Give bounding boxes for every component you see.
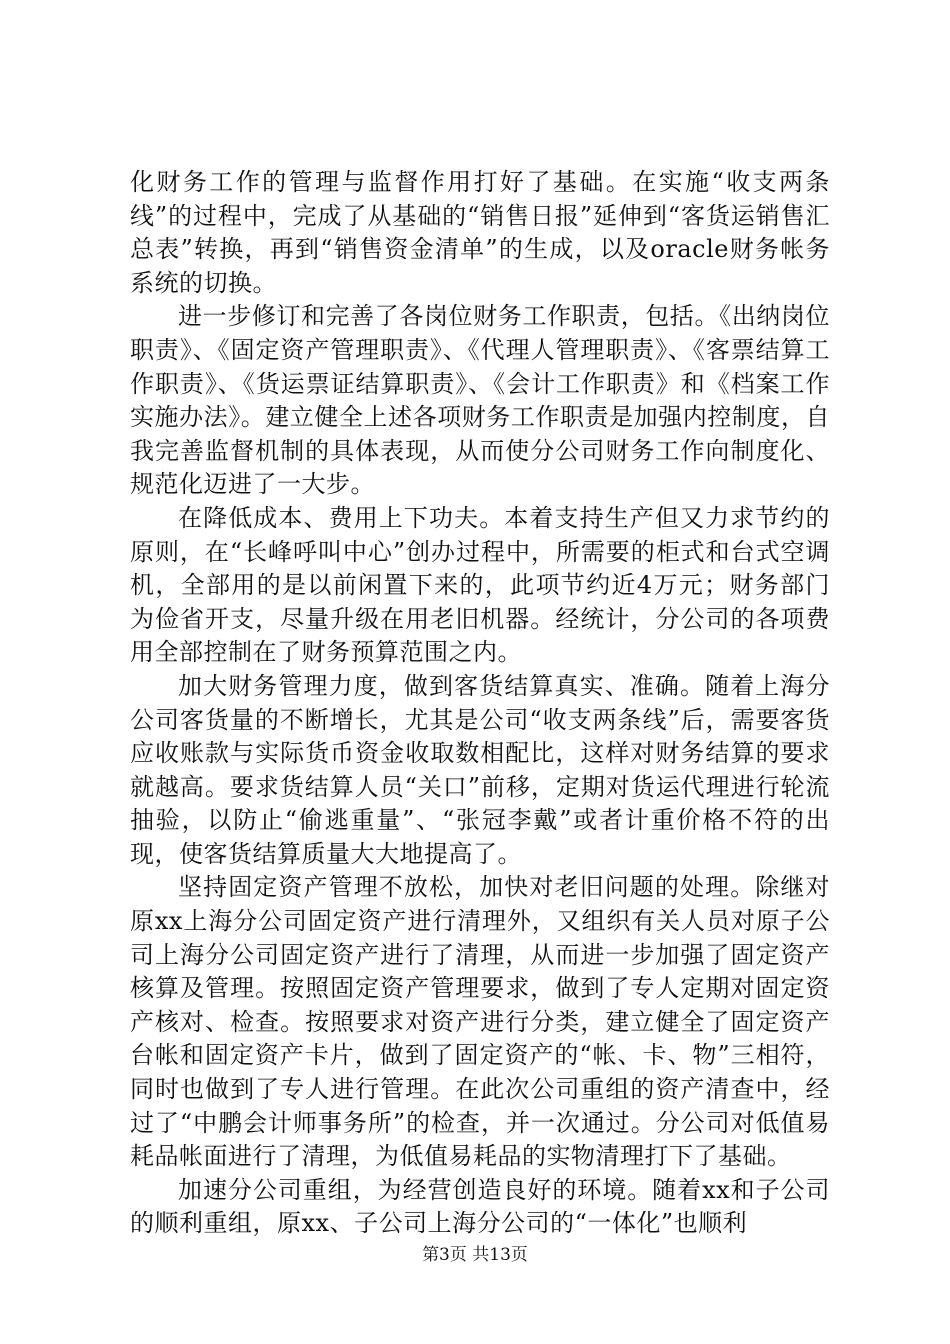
paragraph-continuation: 化财务工作的管理与监督作用打好了基础。在实施“收支两条线”的过程中，完成了从基础的“销售日报”延伸到“客货运销售汇总表”转换，再到“销售资金清单”的生成，以及oracle财务帐务系统的切换。 [130,168,830,297]
paragraph-job-duties: 进一步修订和完善了各岗位财务工作职责，包括。《出纳岗位职责》、《固定资产管理职责》、《代理人管理职责》、《客票结算工作职责》、《货运票证结算职责》、《会计工作职责》和《档案工作实施办法》。建立健全上述各项财务工作职责是加强内控制度，自我完善监督机制的具体表现，从而使分公司财务工作向制度化、规范化迈进了一大步。 [130,302,830,499]
paragraph-restructuring: 加速分公司重组，为经营创造良好的环境。随着xx和子公司的顺利重组，原xx、子公司上海分公司的“一体化”也顺利 [130,1175,830,1238]
paragraph-cost-reduction: 在降低成本、费用上下功夫。本着支持生产但又力求节约的原则，在“长峰呼叫中心”创办过程中，所需要的柜式和台式空调机，全部用的是以前闲置下来的，此项节约近4万元；财务部门为俭省开支，尽量升级在用老旧机器。经统计，分公司的各项费用全部控制在了财务预算范围之内。 [130,503,830,667]
paragraph-fixed-assets: 坚持固定资产管理不放松，加快对老旧问题的处理。除继对原xx上海分公司固定资产进行清理外，又组织有关人员对原子公司上海分公司固定资产进行了清理，从而进一步加强了固定资产核算及管理。按照固定资产管理要求，做到了专人定期对固定资产核对、检查。按照要求对资产进行分类，建立健全了固定资产台帐和固定资产卡片，做到了固定资产的“帐、卡、物”三相符，同时也做到了专人进行管理。在此次公司重组的资产清查中，经过了“中鹏会计师事务所”的检查，并一次通过。分公司对低值易耗品帐面进行了清理，为低值易耗品的实物清理打下了基础。 [130,873,830,1171]
paragraph-settlement: 加大财务管理力度，做到客货结算真实、准确。随着上海分公司客货量的不断增长，尤其是公司“收支两条线”后，需要客货应收账款与实际货币资金收取数相配比，这样对财务结算的要求就越高。要求货结算人员“关口”前移，定期对货运代理进行轮流抽验，以防止“偷逃重量”、“张冠李戴”或者计重价格不符的出现，使客货结算质量大大地提高了。 [130,671,830,868]
document-body [130,166,830,1241]
page-footer: 第3页 共13页 [422,1245,528,1265]
